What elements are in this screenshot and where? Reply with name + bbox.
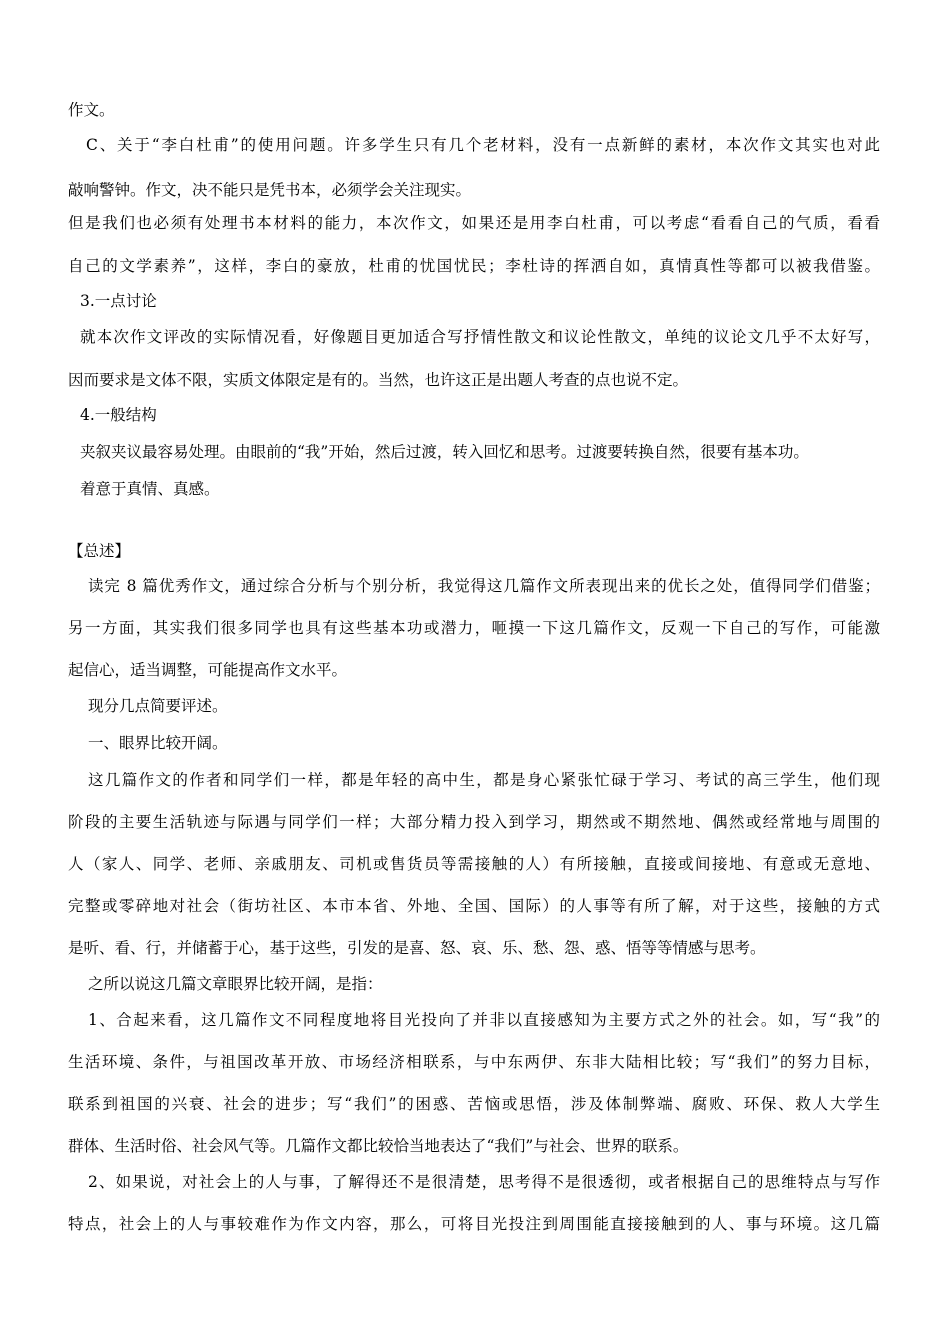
text-line: 联系到祖国的兴衰、社会的进步；写“我们”的困惑、苦恼或思悟，涉及体制弊端、腐败、环保、救人大学生 [68,1095,880,1113]
text-line: 夹叙夹议最容易处理。由眼前的“我”开始，然后过渡，转入回忆和思考。过渡要转换自然，很要有基本功。 [80,443,809,461]
text-line: 是听、看、行，并储蓄于心，基于这些，引发的是喜、怒、哀、乐、愁、怨、惑、悟等等情感与思考。 [68,939,766,957]
text-line: 这几篇作文的作者和同学们一样，都是年轻的高中生，都是身心紧张忙碌于学习、考试的高三学生，他们现 [88,771,880,789]
text-line: 起信心，适当调整，可能提高作文水平。 [68,661,348,679]
text-line: 群体、生活时俗、社会风气等。几篇作文都比较恰当地表达了“我们”与社会、世界的联系。 [68,1137,689,1155]
text-line: C、关于“李白杜甫”的使用问题。许多学生只有几个老材料，没有一点新鲜的素材，本次作文其实也对此 [86,136,880,154]
text-line: 4.一般结构 [80,406,157,424]
text-line: 一、眼界比较开阔。 [88,734,228,752]
text-line: 1、合起来看，这几篇作文不同程度地将目光投向了并非以直接感知为主要方式之外的社会。如，写“我”的 [88,1011,880,1029]
text-line: 特点，社会上的人与事较难作为作文内容，那么，可将目光投注到周围能直接接触到的人、事与环境。这几篇 [68,1215,880,1233]
text-line: 自己的文学素养”，这样，李白的豪放，杜甫的忧国忧民；李杜诗的挥洒自如，真情真性等都可以被我借鉴。 [68,257,880,275]
text-line: 因而要求是文体不限，实质文体限定是有的。当然，也许这正是出题人考查的点也说不定。 [68,371,689,389]
text-line: 着意于真情、真感。 [80,480,220,498]
text-line: 阶段的主要生活轨迹与际遇与同学们一样；大部分精力投入到学习，期然或不期然地、偶然或经常地与周围的 [68,813,880,831]
text-line: 之所以说这几篇文章眼界比较开阔，是指： [88,975,383,993]
text-line: 敲响警钟。作文，决不能只是凭书本，必须学会关注现实。 [68,181,472,199]
text-line: 【总述】 [68,542,131,560]
text-line: 现分几点简要评述。 [88,697,228,715]
text-line: 人（家人、同学、老师、亲戚朋友、司机或售货员等需接触的人）有所接触，直接或间接地、有意或无意地、 [68,855,880,873]
text-line: 完整或零碎地对社会（街坊社区、本市本省、外地、全国、国际）的人事等有所了解，对于这些，接触的方式 [68,897,880,915]
text-line: 读完 8 篇优秀作文，通过综合分析与个别分析，我觉得这几篇作文所表现出来的优长之处，值得同学们借鉴； [88,577,880,595]
text-line: 但是我们也必须有处理书本材料的能力，本次作文，如果还是用李白杜甫，可以考虑“看看自己的气质，看看 [68,214,880,232]
text-line: 作文。 [68,101,115,119]
text-line: 就本次作文评改的实际情况看，好像题目更加适合写抒情性散文和议论性散文，单纯的议论文几乎不太好写， [80,328,880,346]
text-line: 生活环境、条件，与祖国改革开放、市场经济相联系，与中东两伊、东非大陆相比较；写“我们”的努力目标， [68,1053,880,1071]
text-line: 另一方面，其实我们很多同学也具有这些基本功或潜力，咂摸一下这几篇作文，反观一下自己的写作，可能激 [68,619,880,637]
text-line: 2、如果说，对社会上的人与事，了解得还不是很清楚，思考得不是很透彻，或者根据自己的思维特点与写作 [88,1173,880,1191]
text-line: 3.一点讨论 [80,292,157,310]
